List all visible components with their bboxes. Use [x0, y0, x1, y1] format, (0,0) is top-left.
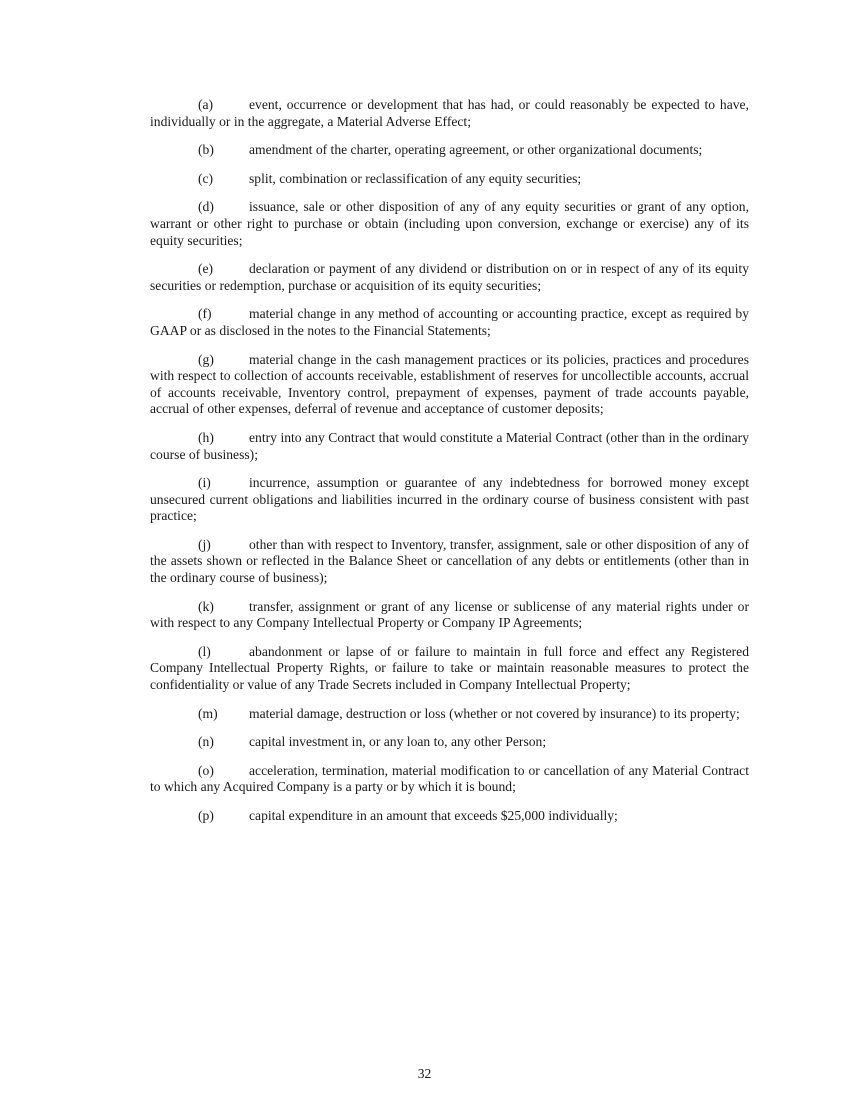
clause-text: event, occurrence or development that has had, or could reasonably be expected to have, individually or in the aggregate, a Material Adverse Effect; [150, 97, 749, 129]
clause-label: (n) [198, 734, 214, 750]
clause-text: issuance, sale or other disposition of any of any equity securities or grant of any option, warrant or other right to purchase or obtain (including upon conversion, exchange or exercise) any of its equity securities; [150, 199, 749, 248]
clause-text: abandonment or lapse of or failure to maintain in full force and effect any Registered Company Intellectual Property Rights, or failure to take or maintain reasonable measures to protect the confidentiality or value of any Trade Secrets included in Company Intellectual Property; [150, 643, 749, 693]
clause-text: capital expenditure in an amount that exceeds $25,000 individually; [249, 808, 618, 823]
clause-e [150, 261, 749, 294]
clause-i [150, 475, 749, 525]
clause-label: (c) [198, 170, 214, 186]
clause-label: (a) [198, 97, 214, 112]
clause-text: transfer, assignment or grant of any license or sublicense of any material rights under or with respect to any Company Intellectual Property or Company IP Agreements; [150, 598, 749, 631]
clause-m [150, 706, 749, 723]
page-number: 32 [417, 1066, 432, 1081]
clause-label: (l) [198, 643, 211, 659]
clause-text: material damage, destruction or loss (whether or not covered by insurance) to its property; [249, 705, 740, 721]
clause-text: other than with respect to Inventory, transfer, assignment, sale or other disposition of any of the assets shown or reflected in the Balance Sheet or cancellation of any debts or entitlements (other than in the ordinary course of business); [150, 536, 749, 586]
clause-k [150, 599, 749, 632]
clause-label: (p) [198, 808, 214, 823]
clause-label: (k) [198, 598, 214, 614]
clause-d [150, 199, 749, 249]
clause-text: capital investment in, or any loan to, any other Person; [249, 734, 547, 750]
clause-text: split, combination or reclassification of any equity securities; [249, 170, 582, 186]
clause-text: material change in any method of accounting or accounting practice, except as required by GAAP or as disclosed in the notes to the Financial Statements; [150, 306, 749, 338]
document-page [150, 97, 749, 837]
clause-n [150, 734, 749, 751]
clause-text: incurrence, assumption or guarantee of any indebtedness for borrowed money except unsecured current obligations and liabilities incurred in the ordinary course of business consistent with past practice; [150, 475, 749, 524]
clause-o [150, 763, 749, 796]
clause-l [150, 644, 749, 694]
clause-label: (e) [198, 261, 214, 277]
clause-label: (d) [198, 199, 214, 215]
clause-label: (g) [198, 351, 214, 367]
clause-j [150, 537, 749, 587]
clause-label: (f) [198, 306, 212, 322]
clause-f [150, 306, 749, 339]
clause-text: acceleration, termination, material modification to or cancellation of any Material Contract to which any Acquired Company is a party or by which it is bound; [150, 762, 749, 795]
clause-g [150, 352, 749, 418]
clause-label: (m) [198, 705, 218, 721]
clause-label: (h) [198, 429, 214, 445]
clause-label: (i) [198, 475, 211, 491]
clause-text: material change in the cash management practices or its policies, practices and procedures with respect to collection of accounts receivable, establishment of reserves for uncollectible accounts, accrual of accounts receivable, Inventory control, prepayment of expenses, payment of trade accounts payable, accrual of other expenses, deferral of revenue and acceptance of customer deposits; [150, 351, 749, 417]
clause-c [150, 171, 749, 188]
clause-h [150, 430, 749, 463]
clause-text: declaration or payment of any dividend or distribution on or in respect of any of its equity securities or redemption, purchase or acquisition of its equity securities; [150, 261, 749, 293]
clause-b [150, 142, 749, 159]
clause-label: (b) [198, 142, 214, 158]
clause-label: (o) [198, 762, 214, 778]
clause-text: entry into any Contract that would constitute a Material Contract (other than in the ordinary course of business); [150, 429, 749, 462]
clause-p [150, 808, 749, 825]
clause-text: amendment of the charter, operating agreement, or other organizational documents; [249, 142, 703, 158]
clause-label: (j) [198, 536, 211, 552]
clause-a [150, 97, 749, 130]
